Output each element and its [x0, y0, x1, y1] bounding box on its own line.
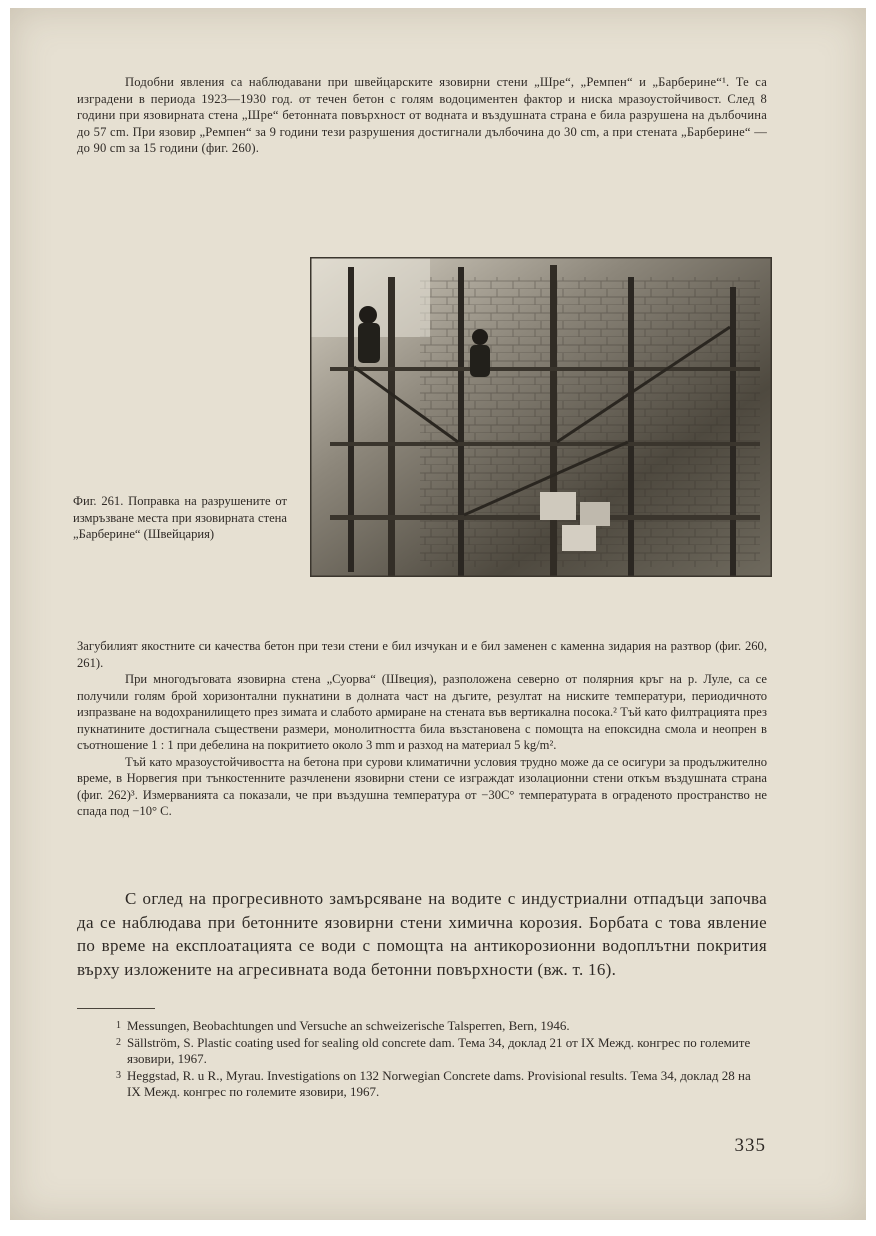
paragraph-swiss-dams: Подобни явления са наблюдавани при швейцарските язовирни стени „Шре“, „Ремпен“ и „Барберине“¹. Те са изградени в периода 1923—1930 год. от течен бетон с голям водоциментен фактор и ниска мразоустойчивост. След 8 години при язовирната стена „Шре“ бетонната повърхност от водната и въздушната страна е била разрушена на дълбочина до 57 cm. При язовир „Ремпен“ за 9 години тези разрушения достигнали дълбочина до 30 cm, а при стената „Барберине“ — до 90 cm за 15 години (фиг. 260).: [77, 75, 767, 155]
page-number: 335: [734, 1135, 766, 1156]
figure-caption: Фиг. 261. Поправка на разрушените от измръзване места при язовирната стена „Барберине“ (Швейцария): [73, 494, 287, 541]
footnote-item: [77, 1035, 767, 1068]
footnotes: [77, 1018, 767, 1101]
footnote-text: Sällström, S. Plastic coating used for sealing old concrete dam. Тема 34, доклад 21 от IX Межд. конгрес по големите язовири, 1967.: [127, 1034, 751, 1066]
paragraph-chemical-corrosion: С оглед на прогресивното замърсяване на водите с индустриални отпадъци започва да се наблюдава при бетонните язовирни стени химична корозия. Борбата с това явление по време на експлоатацията се води с помощта на антикорозионни водоплътни покрития върху изложените на агресивната вода бетонни повърхности (вж. т. 16).: [77, 889, 767, 979]
paragraph-replaced-concrete: Загубилият якостните си качества бетон при тези стени е бил изчукан и е бил заменен с каменна зидария на разтвор (фиг. 260, 261).: [77, 639, 767, 670]
footnote-number: 2: [116, 1036, 121, 1048]
footnote-separator: [77, 1008, 155, 1009]
paragraph-norway-insulation: Тъй като мразоустойчивостта на бетона при сурови климатични условия трудно може да се осигури за продължително време, в Норвегия при тънкостенните разчленени язовирни стени се изграждат изолационни стени откъм въздушната страна (фиг. 262)³. Измерванията са показали, че при въздушна температура от −30C° температурата в оградeното пространство не спада под −10° C.: [77, 754, 767, 818]
footnote-number: 1: [116, 1020, 121, 1031]
footnote-text: Heggstad, R. u R., Myrau. Investigations on 132 Norwegian Concrete dams. Provisional results. Тема 34, доклад 28 на IX Межд. конгрес по големите язовири, 1967.: [127, 1067, 751, 1099]
footnote-item: [77, 1068, 767, 1101]
photo-scaffolding-image: [310, 257, 772, 577]
footnote-text: Messungen, Beobachtungen und Versuche an schweizerische Talsperren, Bern, 1946.: [127, 1018, 570, 1033]
body-text-block: [77, 638, 767, 820]
footnote-number: 3: [116, 1069, 121, 1081]
footnote-item: [77, 1018, 767, 1035]
paragraph-suorva-dam: При многодъговата язовирна стена „Суорва“ (Швеция), разположена северно от полярния кръг на р. Луле, са се получили голям брой хоризонтални пукнатини в долната част на дъгите, резултат на ниските температури, периодичното изпразване на водохранилището през зимата и слабото армиране на стената във вертикална посока.² Тъй като филтрацията през пукнатините достигнала съществени размери, монолитността била възстановена с помощта на епоксидна смола и неопрен в съотношение 1 : 1 при дебелина на покритието около 3 mm и разход на материал 5 kg/m².: [77, 672, 767, 752]
figure-photo-dam-repair: [310, 257, 772, 577]
document-page: [10, 8, 866, 1220]
